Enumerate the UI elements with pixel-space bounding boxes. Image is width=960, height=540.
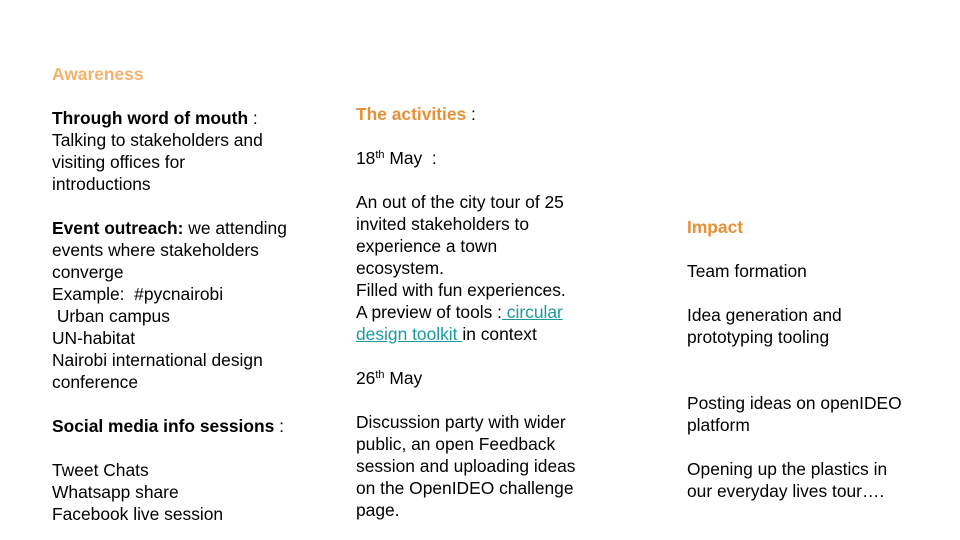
event-outreach-line: UN-habitat: [52, 328, 136, 348]
social-media-sep: :: [274, 416, 284, 436]
date-18-may: [356, 147, 606, 169]
impact-item: Idea generation and: [687, 305, 842, 325]
date-day: 26: [356, 368, 376, 388]
activity-line: invited stakeholders to: [356, 214, 530, 234]
activity-line: ecosystem.: [356, 258, 444, 278]
date-rest: May: [384, 368, 423, 388]
event-outreach-label: Event outreach:: [52, 218, 184, 238]
event-outreach-line: events where stakeholders: [52, 240, 259, 260]
activities-title: The activities: [356, 104, 467, 124]
activity-line: page.: [356, 500, 400, 520]
event-outreach-heading: [52, 217, 322, 239]
social-media-item: Facebook live session: [52, 504, 224, 524]
word-of-mouth-label: Through word of mouth: [52, 108, 249, 128]
impact-title: Impact: [687, 217, 744, 237]
activity-line: Discussion party with wider: [356, 412, 566, 432]
event-outreach-line: Urban campus: [52, 306, 170, 326]
impact-item: Opening up the plastics in: [687, 459, 888, 479]
event-outreach-text: we attending: [183, 218, 287, 238]
activities-column: [356, 103, 606, 521]
awareness-column: [52, 63, 322, 525]
social-media-item: Whatsapp share: [52, 482, 179, 502]
activity-line: session and uploading ideas: [356, 456, 576, 476]
tools-preview-line: [356, 301, 606, 323]
activity-line: on the OpenIDEO challenge: [356, 478, 574, 498]
activity-line: experience a town: [356, 236, 498, 256]
tools-suffix: in context: [462, 324, 537, 344]
date-rest: May :: [384, 148, 437, 168]
activity-line: Filled with fun experiences.: [356, 280, 566, 300]
word-of-mouth-sep: :: [248, 108, 258, 128]
impact-item: our everyday lives tour….: [687, 481, 885, 501]
date-suffix: th: [375, 149, 385, 161]
date-suffix: th: [375, 369, 385, 381]
social-media-label: Social media info sessions: [52, 416, 275, 436]
event-outreach-line: conference: [52, 372, 139, 392]
word-of-mouth-line: Talking to stakeholders and: [52, 130, 263, 150]
social-media-item: Tweet Chats: [52, 460, 149, 480]
event-outreach-line: Nairobi international design: [52, 350, 263, 370]
tools-preview-line-2: [356, 323, 606, 345]
circular-design-toolkit-link[interactable]: circular: [501, 302, 563, 322]
impact-item: Team formation: [687, 261, 807, 281]
activities-heading: [356, 103, 606, 125]
word-of-mouth-line: visiting offices for: [52, 152, 186, 172]
activity-line: public, an open Feedback: [356, 434, 556, 454]
social-media-heading: [52, 415, 322, 437]
impact-item: prototyping tooling: [687, 327, 830, 347]
word-of-mouth-heading: [52, 107, 322, 129]
date-26-may: [356, 367, 606, 389]
event-outreach-line: Example: #pycnairobi: [52, 284, 224, 304]
impact-item: Posting ideas on openIDEO: [687, 393, 902, 413]
impact-item: platform: [687, 415, 750, 435]
circular-design-toolkit-link[interactable]: design toolkit: [356, 324, 463, 344]
word-of-mouth-line: introductions: [52, 174, 151, 194]
activities-sep: :: [466, 104, 476, 124]
impact-column: [687, 216, 937, 502]
date-day: 18: [356, 148, 376, 168]
event-outreach-line: converge: [52, 262, 124, 282]
activity-line: An out of the city tour of 25: [356, 192, 564, 212]
tools-prefix: A preview of tools :: [356, 302, 502, 322]
awareness-title: Awareness: [52, 64, 144, 84]
